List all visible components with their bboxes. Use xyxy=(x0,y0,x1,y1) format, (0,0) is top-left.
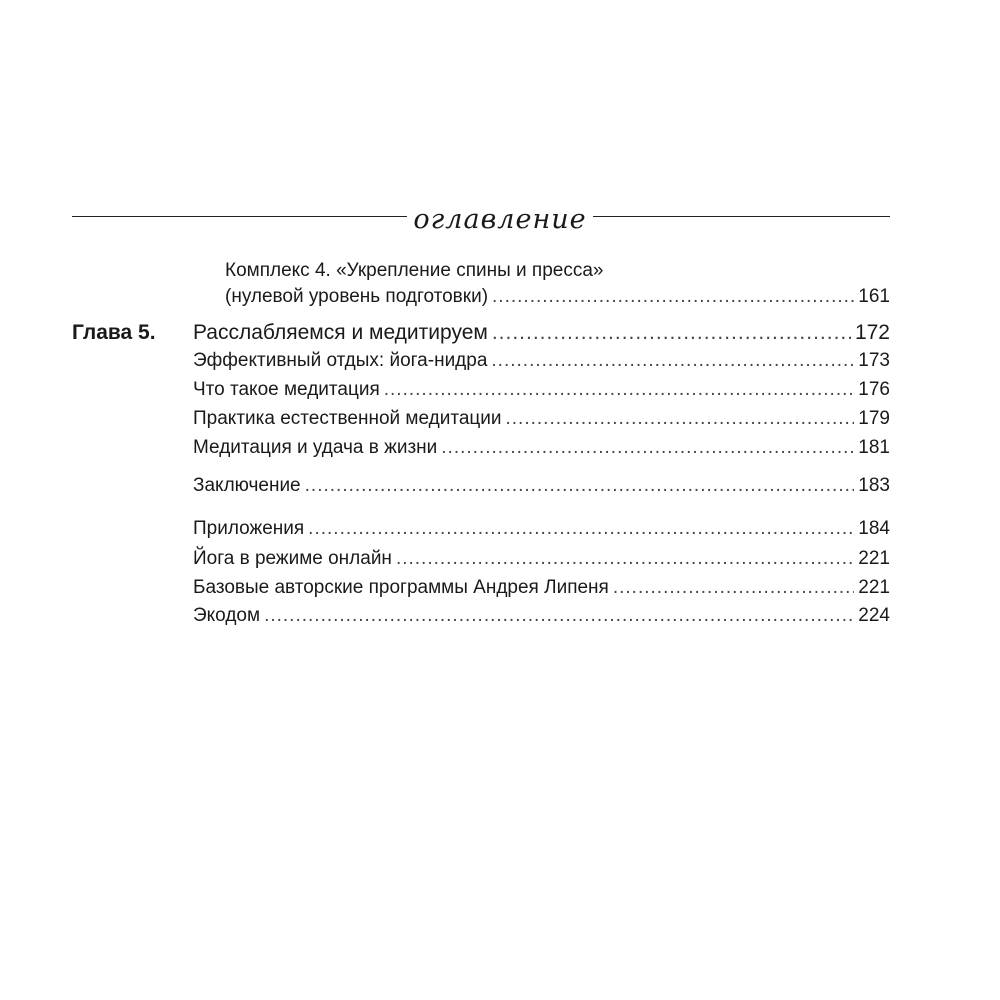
toc-entry-title: (нулевой уровень подготовки) xyxy=(225,286,489,307)
page-header xyxy=(0,200,1000,240)
toc-leader-dots xyxy=(308,516,854,542)
toc-entry-page: 224 xyxy=(858,605,890,626)
toc-entry xyxy=(193,473,890,499)
toc-entry xyxy=(193,603,890,629)
toc-leader-dots xyxy=(441,435,854,461)
toc-entry-title: Заключение xyxy=(193,475,301,496)
toc-entry-page: 179 xyxy=(858,408,890,429)
toc-leader-dots xyxy=(396,546,854,572)
toc-leader-dots xyxy=(305,473,855,499)
toc-entry-page: 161 xyxy=(858,286,890,307)
toc-entry-page: 181 xyxy=(858,437,890,458)
toc-entry-title: Йога в режиме онлайн xyxy=(193,548,392,569)
toc-entry-page: 184 xyxy=(858,518,890,539)
page-header-title: оглавление xyxy=(407,204,592,235)
toc-entry xyxy=(193,406,890,432)
toc-entry-complex4-line1: Комплекс 4. «Укрепление спины и пресса» xyxy=(225,260,604,281)
toc-entry-page: 173 xyxy=(858,350,890,371)
toc-entry-page: 221 xyxy=(858,548,890,569)
chapter-page: 172 xyxy=(854,321,890,344)
toc-entry-title: Что такое медитация xyxy=(193,379,380,400)
toc-leader-dots xyxy=(492,284,854,310)
toc-entry-title: Базовые авторские программы Андрея Липеня xyxy=(193,577,609,598)
toc-entry xyxy=(193,348,890,374)
toc-entry xyxy=(193,575,890,601)
toc-entry xyxy=(193,435,890,461)
chapter-label: Глава 5. xyxy=(72,321,156,344)
toc-entry-complex4 xyxy=(225,284,890,310)
toc-leader-dots xyxy=(264,603,854,629)
toc-chapter-5 xyxy=(193,319,890,347)
toc-entry xyxy=(193,377,890,403)
toc-leader-dots xyxy=(492,319,851,347)
toc-entry-page: 176 xyxy=(858,379,890,400)
toc-entry xyxy=(193,516,890,542)
toc-entry-title: Медитация и удача в жизни xyxy=(193,437,438,458)
toc-leader-dots xyxy=(613,575,854,601)
chapter-title: Расслабляемся и медитируем xyxy=(193,321,488,344)
toc-entry-title: Практика естественной медитации xyxy=(193,408,502,429)
toc-entry-title: Экодом xyxy=(193,605,261,626)
toc-entry xyxy=(193,546,890,572)
toc-leader-dots xyxy=(506,406,855,432)
toc-entry-page: 221 xyxy=(858,577,890,598)
toc-entry-title: Эффективный отдых: йога-нидра xyxy=(193,350,488,371)
toc-leader-dots xyxy=(491,348,854,374)
toc-entry-page: 183 xyxy=(858,475,890,496)
toc-entry-title: Приложения xyxy=(193,518,305,539)
toc-leader-dots xyxy=(384,377,855,403)
